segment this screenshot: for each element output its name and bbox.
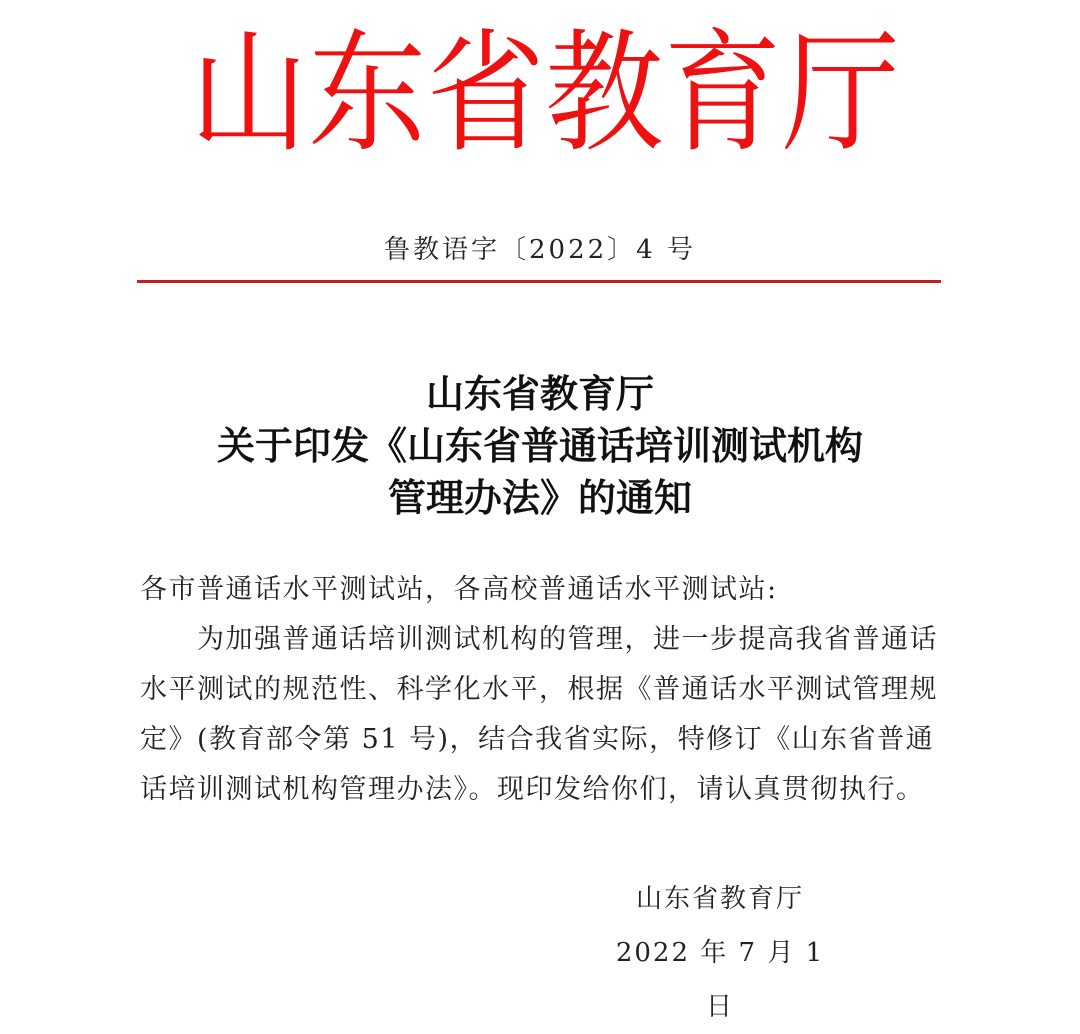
masthead-char: 省 <box>426 15 545 171</box>
red-divider <box>137 280 941 283</box>
masthead-char: 教 <box>545 15 664 171</box>
document-title <box>0 368 1080 524</box>
issuer-name: 山东省教育厅 <box>635 884 804 914</box>
body-line: 为加强普通话培训测试机构的管理，进一步提高我省普通话 <box>140 624 938 655</box>
document-number: 鲁教语字〔2022〕4 号 <box>384 235 696 265</box>
masthead-char: 厅 <box>781 15 900 171</box>
title-line: 山东省教育厅 <box>425 371 654 416</box>
document-body <box>140 565 940 815</box>
title-line: 关于印发《山东省普通话培训测试机构 <box>216 423 863 468</box>
masthead <box>190 15 900 171</box>
masthead-char: 育 <box>663 15 782 171</box>
masthead-char: 山 <box>190 15 309 171</box>
masthead-char: 东 <box>308 15 427 171</box>
issue-date: 2022 年 7 月 1 日 <box>615 938 825 1022</box>
signature-block <box>600 872 840 1034</box>
salutation: 各市普通话水平测试站，各高校普通话水平测试站: <box>140 574 778 605</box>
body-line: 水平测试的规范性、科学化水平，根据《普通话水平测试管理规 <box>140 674 938 705</box>
body-line: 话培训测试机构管理办法》。现印发给你们，请认真贯彻执行。 <box>140 774 925 805</box>
title-line: 管理办法》的通知 <box>387 475 692 520</box>
body-line: 定》(教育部令第 51 号)，结合我省实际，特修订《山东省普通 <box>140 724 935 755</box>
